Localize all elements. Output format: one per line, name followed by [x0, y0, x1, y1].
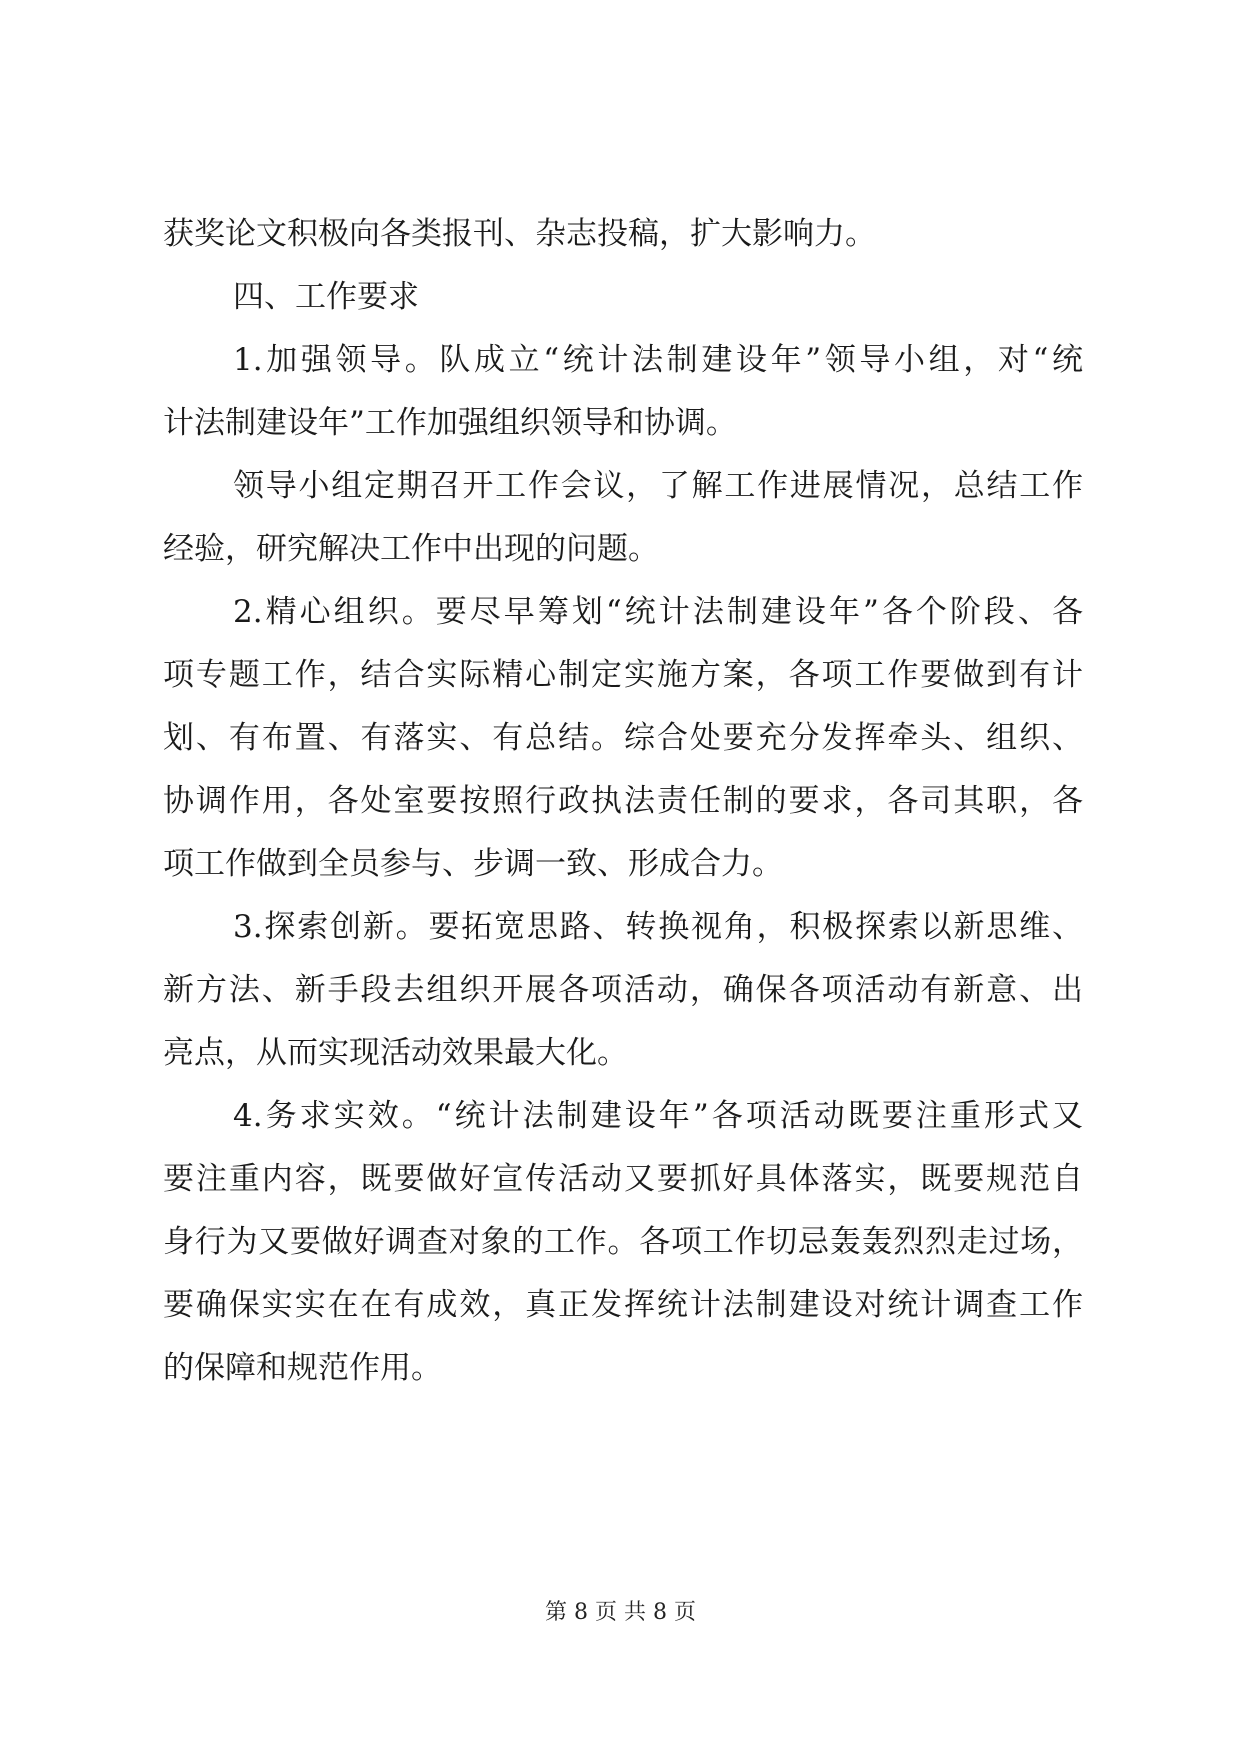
- text-line: 项专题工作，结合实际精心制定实施方案，各项工作要做到有计: [163, 657, 1083, 693]
- text-line: 获奖论文积极向各类报刊、杂志投稿，扩大影响力。: [163, 216, 876, 252]
- text-line: 经验，研究解决工作中出现的问题。: [163, 531, 659, 567]
- text-line: 项工作做到全员参与、步调一致、形成合力。: [163, 846, 783, 882]
- text-line: 4.务求实效。“统计法制建设年”各项活动既要注重形式又: [233, 1098, 1083, 1134]
- text-line: 亮点，从而实现活动效果最大化。: [163, 1035, 628, 1071]
- document-body: [163, 203, 1083, 1400]
- text-line: 新方法、新手段去组织开展各项活动，确保各项活动有新意、出: [163, 972, 1083, 1008]
- text-line: 1.加强领导。队成立“统计法制建设年”领导小组，对“统: [233, 342, 1083, 378]
- section-heading: 四、工作要求: [233, 279, 419, 315]
- text-line: 身行为又要做好调查对象的工作。各项工作切忌轰轰烈烈走过场，: [163, 1224, 1083, 1260]
- text-line: 划、有布置、有落实、有总结。综合处要充分发挥牵头、组织、: [163, 720, 1083, 756]
- text-line: 计法制建设年”工作加强组织领导和协调。: [163, 405, 737, 441]
- text-line: 协调作用，各处室要按照行政执法责任制的要求，各司其职，各: [163, 783, 1083, 819]
- text-line: 要注重内容，既要做好宣传活动又要抓好具体落实，既要规范自: [163, 1161, 1083, 1197]
- text-line: 要确保实实在在有成效，真正发挥统计法制建设对统计调查工作: [163, 1287, 1083, 1323]
- text-line: 2.精心组织。要尽早筹划“统计法制建设年”各个阶段、各: [233, 594, 1083, 630]
- page-footer: 第 8 页 共 8 页: [545, 1600, 696, 1625]
- text-line: 领导小组定期召开工作会议，了解工作进展情况，总结工作: [233, 468, 1083, 504]
- text-line: 的保障和规范作用。: [163, 1350, 442, 1386]
- text-line: 3.探索创新。要拓宽思路、转换视角，积极探索以新思维、: [233, 909, 1083, 945]
